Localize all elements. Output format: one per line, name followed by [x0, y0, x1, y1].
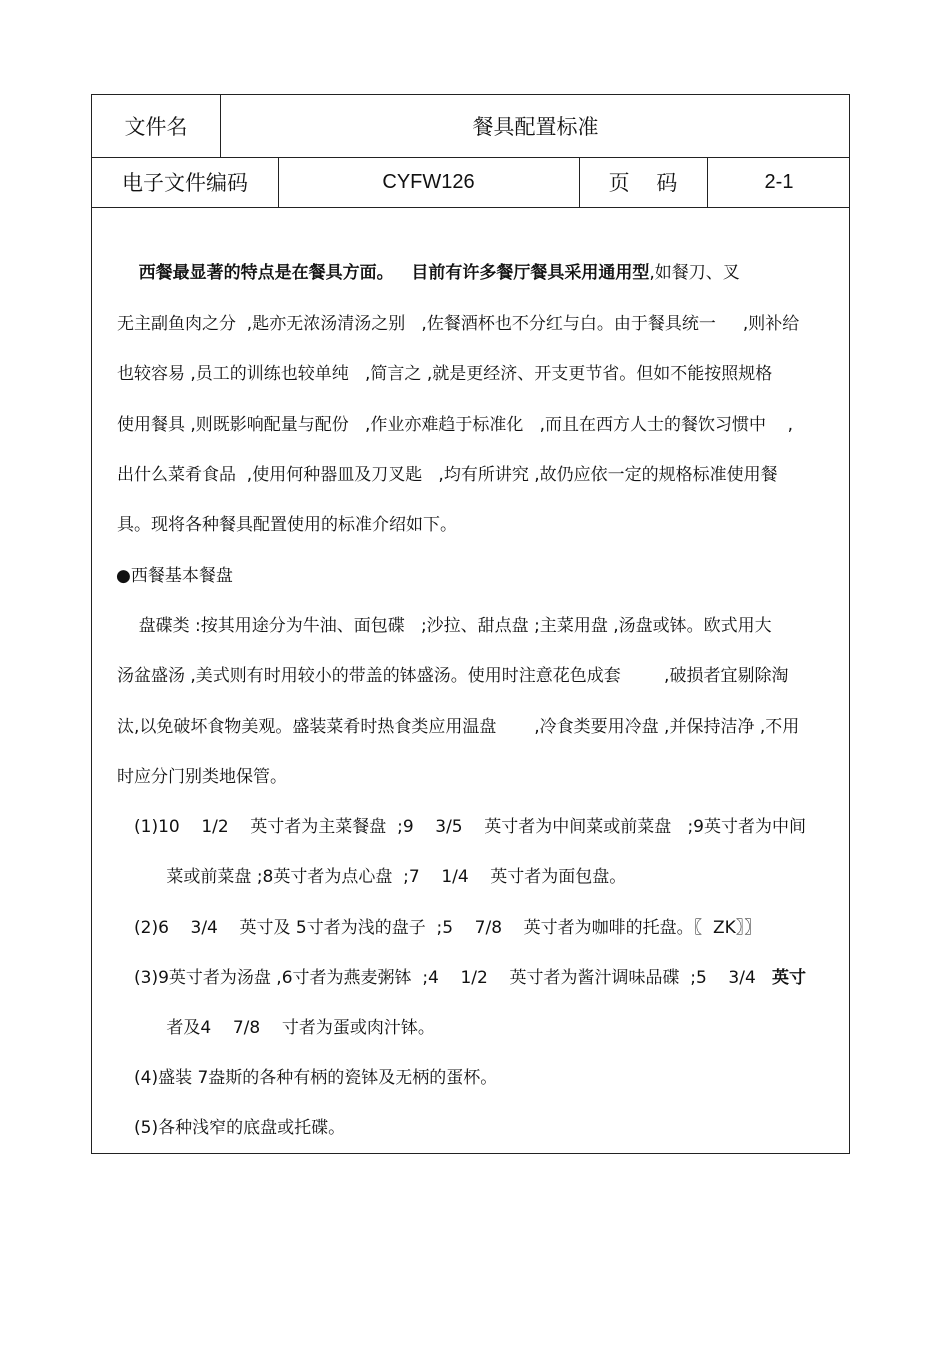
page-label: 页 码 — [608, 171, 678, 195]
paragraph-line: 具。现将各种餐具配置使用的标准介绍如下。 — [117, 515, 457, 535]
section-title: ●西餐基本餐盘 — [116, 566, 233, 586]
paragraph-line: 无主副鱼肉之分 ,匙亦无浓汤清汤之别 ,佐餐酒杯也不分红与白。由于餐具统一 ,则补给 — [117, 314, 800, 334]
plates-paragraph-line: 汤盆盛汤 ,美式则有时用较小的带盖的钵盛汤。使用时注意花色成套 ,破损者宜剔除淘 — [117, 666, 789, 686]
file-name-value: 餐具配置标准 — [472, 115, 599, 139]
page-value: 2-1 — [764, 170, 794, 193]
intro-bold-text: 西餐最显著的特点是在餐具方面。 目前有许多餐厅餐具采用通用型 — [138, 263, 650, 283]
file-name-label: 文件名 — [124, 115, 188, 139]
code-label: 电子文件编码 — [122, 171, 248, 195]
paragraph-line: 出什么菜肴食品 ,使用何种器皿及刀叉匙 ,均有所讲究 ,故仍应依一定的规格标准使用餐 — [117, 465, 778, 485]
paragraph-line: 也较容易 ,员工的训练也较单纯 ,简言之 ,就是更经济、开支更节省。但如不能按照规格 — [117, 364, 773, 384]
list-item-bold-tail: 英寸 — [772, 968, 806, 988]
intro-paragraph-line — [117, 262, 829, 284]
intro-rest-text: ,如餐刀、叉 — [649, 263, 740, 283]
list-item — [134, 967, 824, 989]
list-item: (4)盛装 7盎斯的各种有柄的瓷钵及无柄的蛋杯。 — [134, 1068, 498, 1088]
plates-paragraph-line: 盘碟类 :按其用途分为牛油、面包碟 ;沙拉、甜点盘 ;主菜用盘 ,汤盘或钵。欧式用大 — [117, 616, 772, 636]
plates-paragraph-line: 汰,以免破坏食物美观。盛装菜肴时热食类应用温盘 ,冷食类要用冷盘 ,并保持洁净 ,不用 — [117, 717, 800, 737]
plates-paragraph-line: 时应分门别类地保管。 — [117, 767, 287, 787]
list-item-text: (3)9英寸者为汤盘 ,6寸者为燕麦粥钵 ;4 1/2 英寸者为酱汁调味品碟 ;5 3/4 — [134, 968, 772, 988]
code-value: CYFW126 — [382, 170, 475, 193]
list-item: 菜或前菜盘 ;8英寸者为点心盘 ;7 1/4 英寸者为面包盘。 — [134, 867, 627, 887]
paragraph-line: 使用餐具 ,则既影响配量与配份 ,作业亦难趋于标准化 ,而且在西方人士的餐饮习惯中 , — [117, 415, 794, 435]
list-item: (2)6 3/4 英寸及 5寸者为浅的盘子 ;5 7/8 英寸者为咖啡的托盘。〖 ZK〗〗 — [134, 918, 762, 938]
document-table — [91, 94, 850, 1154]
list-item: (5)各种浅窄的底盘或托碟。 — [134, 1118, 346, 1138]
list-item: 者及4 7/8 寸者为蛋或肉汁钵。 — [134, 1018, 435, 1038]
list-item: (1)10 1/2 英寸者为主菜餐盘 ;9 3/5 英寸者为中间菜或前菜盘 ;9英寸者为中间 — [134, 817, 806, 837]
row-divider — [92, 207, 849, 208]
